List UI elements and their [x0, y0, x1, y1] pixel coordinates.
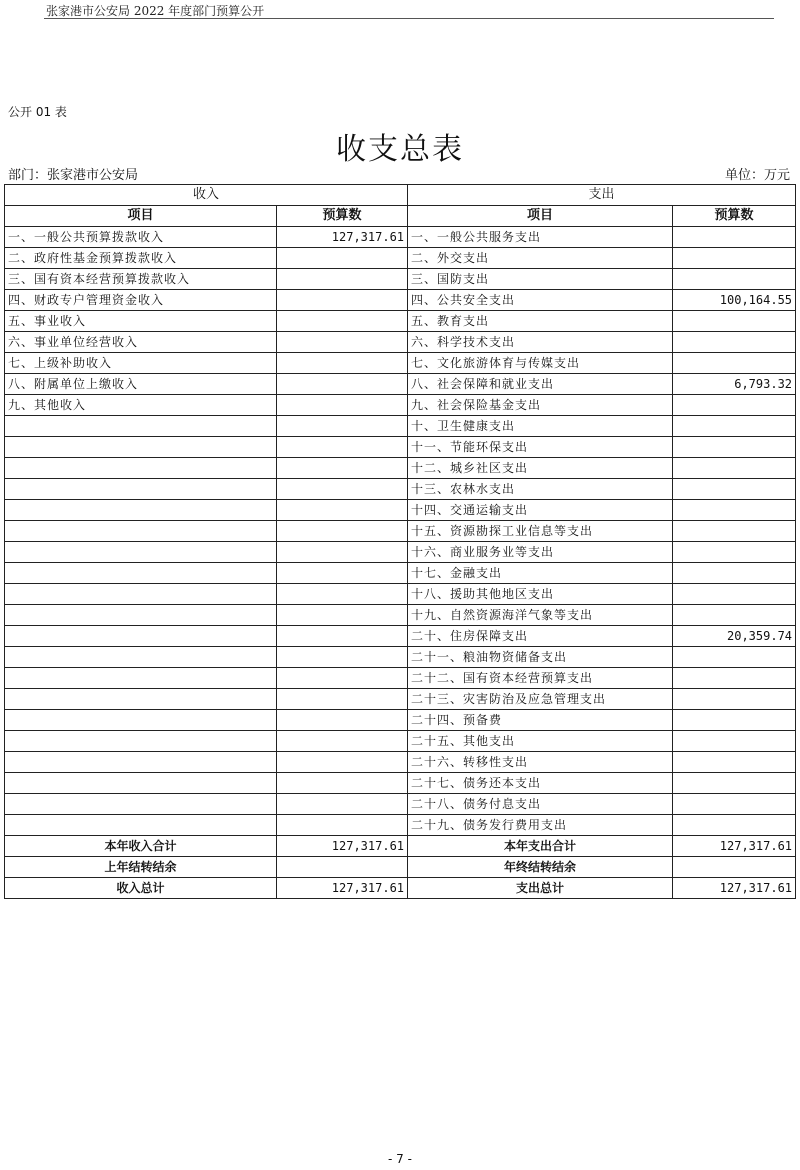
- expense-item: 十四、交通运输支出: [408, 500, 673, 521]
- expense-item: 二十、住房保障支出: [408, 626, 673, 647]
- table-row: [5, 542, 796, 563]
- expense-item: 八、社会保障和就业支出: [408, 374, 673, 395]
- summary-expense-amount: [673, 857, 796, 878]
- expense-item: 一、一般公共服务支出: [408, 227, 673, 248]
- table-row: [5, 227, 796, 248]
- income-amount: [277, 626, 408, 647]
- expense-amount: 6,793.32: [673, 374, 796, 395]
- income-amount: [277, 332, 408, 353]
- income-item: [5, 626, 277, 647]
- income-item: [5, 521, 277, 542]
- income-amount: [277, 710, 408, 731]
- summary-income-amount: [277, 857, 408, 878]
- budget-table: [4, 184, 796, 899]
- summary-income-label: 收入总计: [5, 878, 277, 899]
- expense-amount: [673, 563, 796, 584]
- income-amount: 127,317.61: [277, 227, 408, 248]
- income-amount: [277, 458, 408, 479]
- income-budget-header: 预算数: [277, 206, 408, 227]
- expense-amount: [673, 605, 796, 626]
- income-item: [5, 416, 277, 437]
- income-header: 收入: [5, 185, 408, 206]
- expense-item: 十五、资源勘探工业信息等支出: [408, 521, 673, 542]
- expense-item: 十六、商业服务业等支出: [408, 542, 673, 563]
- income-item: 二、政府性基金预算拨款收入: [5, 248, 277, 269]
- expense-amount: [673, 311, 796, 332]
- table-row: [5, 647, 796, 668]
- summary-income-label: 上年结转结余: [5, 857, 277, 878]
- expense-item: 二十九、债务发行费用支出: [408, 815, 673, 836]
- table-row: [5, 626, 796, 647]
- running-header: 张家港市公安局 2022 年度部门预算公开: [46, 4, 265, 18]
- table-row: [5, 332, 796, 353]
- summary-expense-label: 支出总计: [408, 878, 673, 899]
- income-amount: [277, 731, 408, 752]
- expense-item: 二十一、粮油物资储备支出: [408, 647, 673, 668]
- expense-item: 十八、援助其他地区支出: [408, 584, 673, 605]
- income-item: 一、一般公共预算拨款收入: [5, 227, 277, 248]
- summary-expense-amount: 127,317.61: [673, 836, 796, 857]
- income-amount: [277, 374, 408, 395]
- income-amount: [277, 563, 408, 584]
- expense-budget-header: 预算数: [673, 206, 796, 227]
- income-item: [5, 563, 277, 584]
- income-item: [5, 479, 277, 500]
- table-row: [5, 437, 796, 458]
- income-amount: [277, 584, 408, 605]
- income-item: [5, 458, 277, 479]
- expense-amount: [673, 479, 796, 500]
- expense-amount: [673, 353, 796, 374]
- table-row: [5, 311, 796, 332]
- income-item: 三、国有资本经营预算拨款收入: [5, 269, 277, 290]
- income-amount: [277, 542, 408, 563]
- form-code: 公开 01 表: [8, 105, 67, 119]
- expense-amount: [673, 668, 796, 689]
- summary-income-label: 本年收入合计: [5, 836, 277, 857]
- expense-item: 二十八、债务付息支出: [408, 794, 673, 815]
- expense-amount: [673, 584, 796, 605]
- income-item: [5, 647, 277, 668]
- income-item: 六、事业单位经营收入: [5, 332, 277, 353]
- summary-expense-label: 本年支出合计: [408, 836, 673, 857]
- expense-item: 九、社会保险基金支出: [408, 395, 673, 416]
- income-amount: [277, 290, 408, 311]
- expense-amount: [673, 437, 796, 458]
- income-amount: [277, 521, 408, 542]
- income-amount: [277, 311, 408, 332]
- summary-row: [5, 878, 796, 899]
- income-item: [5, 731, 277, 752]
- unit-label: 单位：万元: [724, 168, 790, 183]
- table-row: [5, 458, 796, 479]
- expense-item-header: 项目: [408, 206, 673, 227]
- expense-item: 二十七、债务还本支出: [408, 773, 673, 794]
- expense-amount: [673, 689, 796, 710]
- expense-item: 二、外交支出: [408, 248, 673, 269]
- summary-row: [5, 836, 796, 857]
- income-item: 七、上级补助收入: [5, 353, 277, 374]
- table-row: [5, 269, 796, 290]
- table-row: [5, 605, 796, 626]
- table-row: [5, 521, 796, 542]
- income-amount: [277, 248, 408, 269]
- expense-amount: [673, 773, 796, 794]
- table-row: [5, 395, 796, 416]
- expense-item: 二十五、其他支出: [408, 731, 673, 752]
- income-amount: [277, 794, 408, 815]
- expense-item: 七、文化旅游体育与传媒支出: [408, 353, 673, 374]
- expense-amount: [673, 794, 796, 815]
- table-row: [5, 416, 796, 437]
- income-amount: [277, 647, 408, 668]
- table-row: [5, 773, 796, 794]
- page-title: 收支总表: [336, 132, 464, 167]
- expense-item: 六、科学技术支出: [408, 332, 673, 353]
- expense-item: 四、公共安全支出: [408, 290, 673, 311]
- income-item: [5, 710, 277, 731]
- income-item: [5, 542, 277, 563]
- header-rule: [44, 18, 774, 19]
- income-amount: [277, 605, 408, 626]
- income-amount: [277, 353, 408, 374]
- expense-item: 十七、金融支出: [408, 563, 673, 584]
- income-amount: [277, 437, 408, 458]
- meta-row: [8, 164, 790, 182]
- income-item: 五、事业收入: [5, 311, 277, 332]
- expense-header: 支出: [408, 185, 796, 206]
- expense-amount: [673, 395, 796, 416]
- income-item: 八、附属单位上缴收入: [5, 374, 277, 395]
- expense-item: 十二、城乡社区支出: [408, 458, 673, 479]
- summary-expense-amount: 127,317.61: [673, 878, 796, 899]
- expense-amount: [673, 269, 796, 290]
- income-amount: [277, 815, 408, 836]
- expense-amount: 100,164.55: [673, 290, 796, 311]
- income-amount: [277, 269, 408, 290]
- expense-item: 十九、自然资源海洋气象等支出: [408, 605, 673, 626]
- summary-income-amount: 127,317.61: [277, 878, 408, 899]
- income-item: [5, 500, 277, 521]
- expense-amount: [673, 542, 796, 563]
- expense-amount: [673, 710, 796, 731]
- income-item: 九、其他收入: [5, 395, 277, 416]
- table-row: [5, 584, 796, 605]
- expense-item: 十、卫生健康支出: [408, 416, 673, 437]
- income-amount: [277, 689, 408, 710]
- expense-item: 二十三、灾害防治及应急管理支出: [408, 689, 673, 710]
- expense-amount: [673, 752, 796, 773]
- income-item: [5, 794, 277, 815]
- income-amount: [277, 773, 408, 794]
- income-item: [5, 752, 277, 773]
- expense-amount: [673, 731, 796, 752]
- column-header-row: [5, 206, 796, 227]
- income-amount: [277, 416, 408, 437]
- income-amount: [277, 395, 408, 416]
- income-item: 四、财政专户管理资金收入: [5, 290, 277, 311]
- table-row: [5, 353, 796, 374]
- table-row: [5, 731, 796, 752]
- section-header-row: [5, 185, 796, 206]
- department-label: 部门：张家港市公安局: [8, 168, 139, 183]
- expense-item: 二十四、预备费: [408, 710, 673, 731]
- summary-row: [5, 857, 796, 878]
- expense-amount: [673, 500, 796, 521]
- income-amount: [277, 668, 408, 689]
- expense-amount: [673, 248, 796, 269]
- summary-income-amount: 127,317.61: [277, 836, 408, 857]
- income-item: [5, 689, 277, 710]
- income-item: [5, 584, 277, 605]
- table-row: [5, 689, 796, 710]
- expense-item: 二十六、转移性支出: [408, 752, 673, 773]
- income-item: [5, 437, 277, 458]
- expense-amount: 20,359.74: [673, 626, 796, 647]
- expense-amount: [673, 458, 796, 479]
- table-row: [5, 500, 796, 521]
- table-row: [5, 710, 796, 731]
- income-amount: [277, 752, 408, 773]
- expense-amount: [673, 815, 796, 836]
- expense-item: 三、国防支出: [408, 269, 673, 290]
- income-amount: [277, 500, 408, 521]
- expense-item: 五、教育支出: [408, 311, 673, 332]
- table-row: [5, 815, 796, 836]
- expense-amount: [673, 647, 796, 668]
- expense-item: 十三、农林水支出: [408, 479, 673, 500]
- table-row: [5, 563, 796, 584]
- table-row: [5, 794, 796, 815]
- table-row: [5, 479, 796, 500]
- expense-amount: [673, 332, 796, 353]
- table-row: [5, 374, 796, 395]
- table-row: [5, 290, 796, 311]
- page-number: - 7 -: [388, 1152, 412, 1166]
- expense-amount: [673, 227, 796, 248]
- income-item: [5, 815, 277, 836]
- income-amount: [277, 479, 408, 500]
- income-item-header: 项目: [5, 206, 277, 227]
- expense-amount: [673, 521, 796, 542]
- income-item: [5, 605, 277, 626]
- table-row: [5, 668, 796, 689]
- income-item: [5, 668, 277, 689]
- summary-expense-label: 年终结转结余: [408, 857, 673, 878]
- expense-item: 十一、节能环保支出: [408, 437, 673, 458]
- expense-item: 二十二、国有资本经营预算支出: [408, 668, 673, 689]
- income-item: [5, 773, 277, 794]
- table-row: [5, 248, 796, 269]
- expense-amount: [673, 416, 796, 437]
- table-row: [5, 752, 796, 773]
